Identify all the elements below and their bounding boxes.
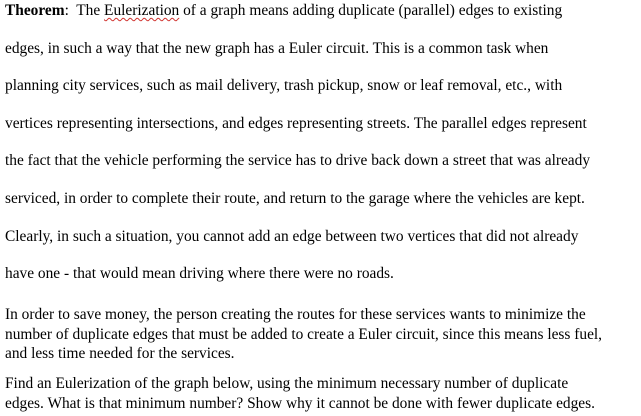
text-line: the fact that the vehicle performing the service has to drive back down a street that was already	[5, 152, 591, 170]
spellcheck-flagged-word[interactable]: Eulerization	[104, 2, 180, 19]
text-line: edges, in such a way that the new graph has a Euler circuit. This is a common task when	[5, 39, 549, 57]
cost-paragraph	[5, 305, 637, 364]
theorem-colon: :	[64, 2, 69, 19]
text-line	[5, 0, 637, 38]
text-line: vertices representing intersections, and edges representing streets. The parallel edges represent	[5, 114, 587, 132]
text-line: edges. What is that minimum number? Show why it cannot be done with fewer duplicate edges.	[5, 394, 595, 412]
text-line: have one - that would mean driving where there were no roads.	[5, 265, 394, 283]
text-line: In order to save money, the person creating the routes for these services wants to minimize the	[5, 306, 586, 323]
text-line: number of duplicate edges that must be added to create a Euler circuit, since this means less fuel,	[5, 325, 603, 343]
theorem-label: Theorem	[5, 2, 65, 19]
text-line: Clearly, in such a situation, you cannot add an edge between two vertices that did not already	[5, 227, 579, 245]
text-line: and less time needed for the services.	[5, 345, 235, 362]
text-line: planning city services, such as mail delivery, trash pickup, snow or leaf removal, etc., with	[5, 77, 563, 95]
text-line: serviced, in order to complete their route, and return to the garage where the vehicles are kept.	[5, 189, 585, 207]
line-text: The	[68, 2, 105, 19]
line-text: of a graph means adding duplicate (parallel) edges to existing	[179, 2, 563, 19]
task-paragraph	[5, 374, 637, 413]
text-line: Find an Eulerization of the graph below, using the minimum necessary number of duplicate	[5, 375, 569, 392]
theorem-paragraph	[5, 0, 637, 301]
